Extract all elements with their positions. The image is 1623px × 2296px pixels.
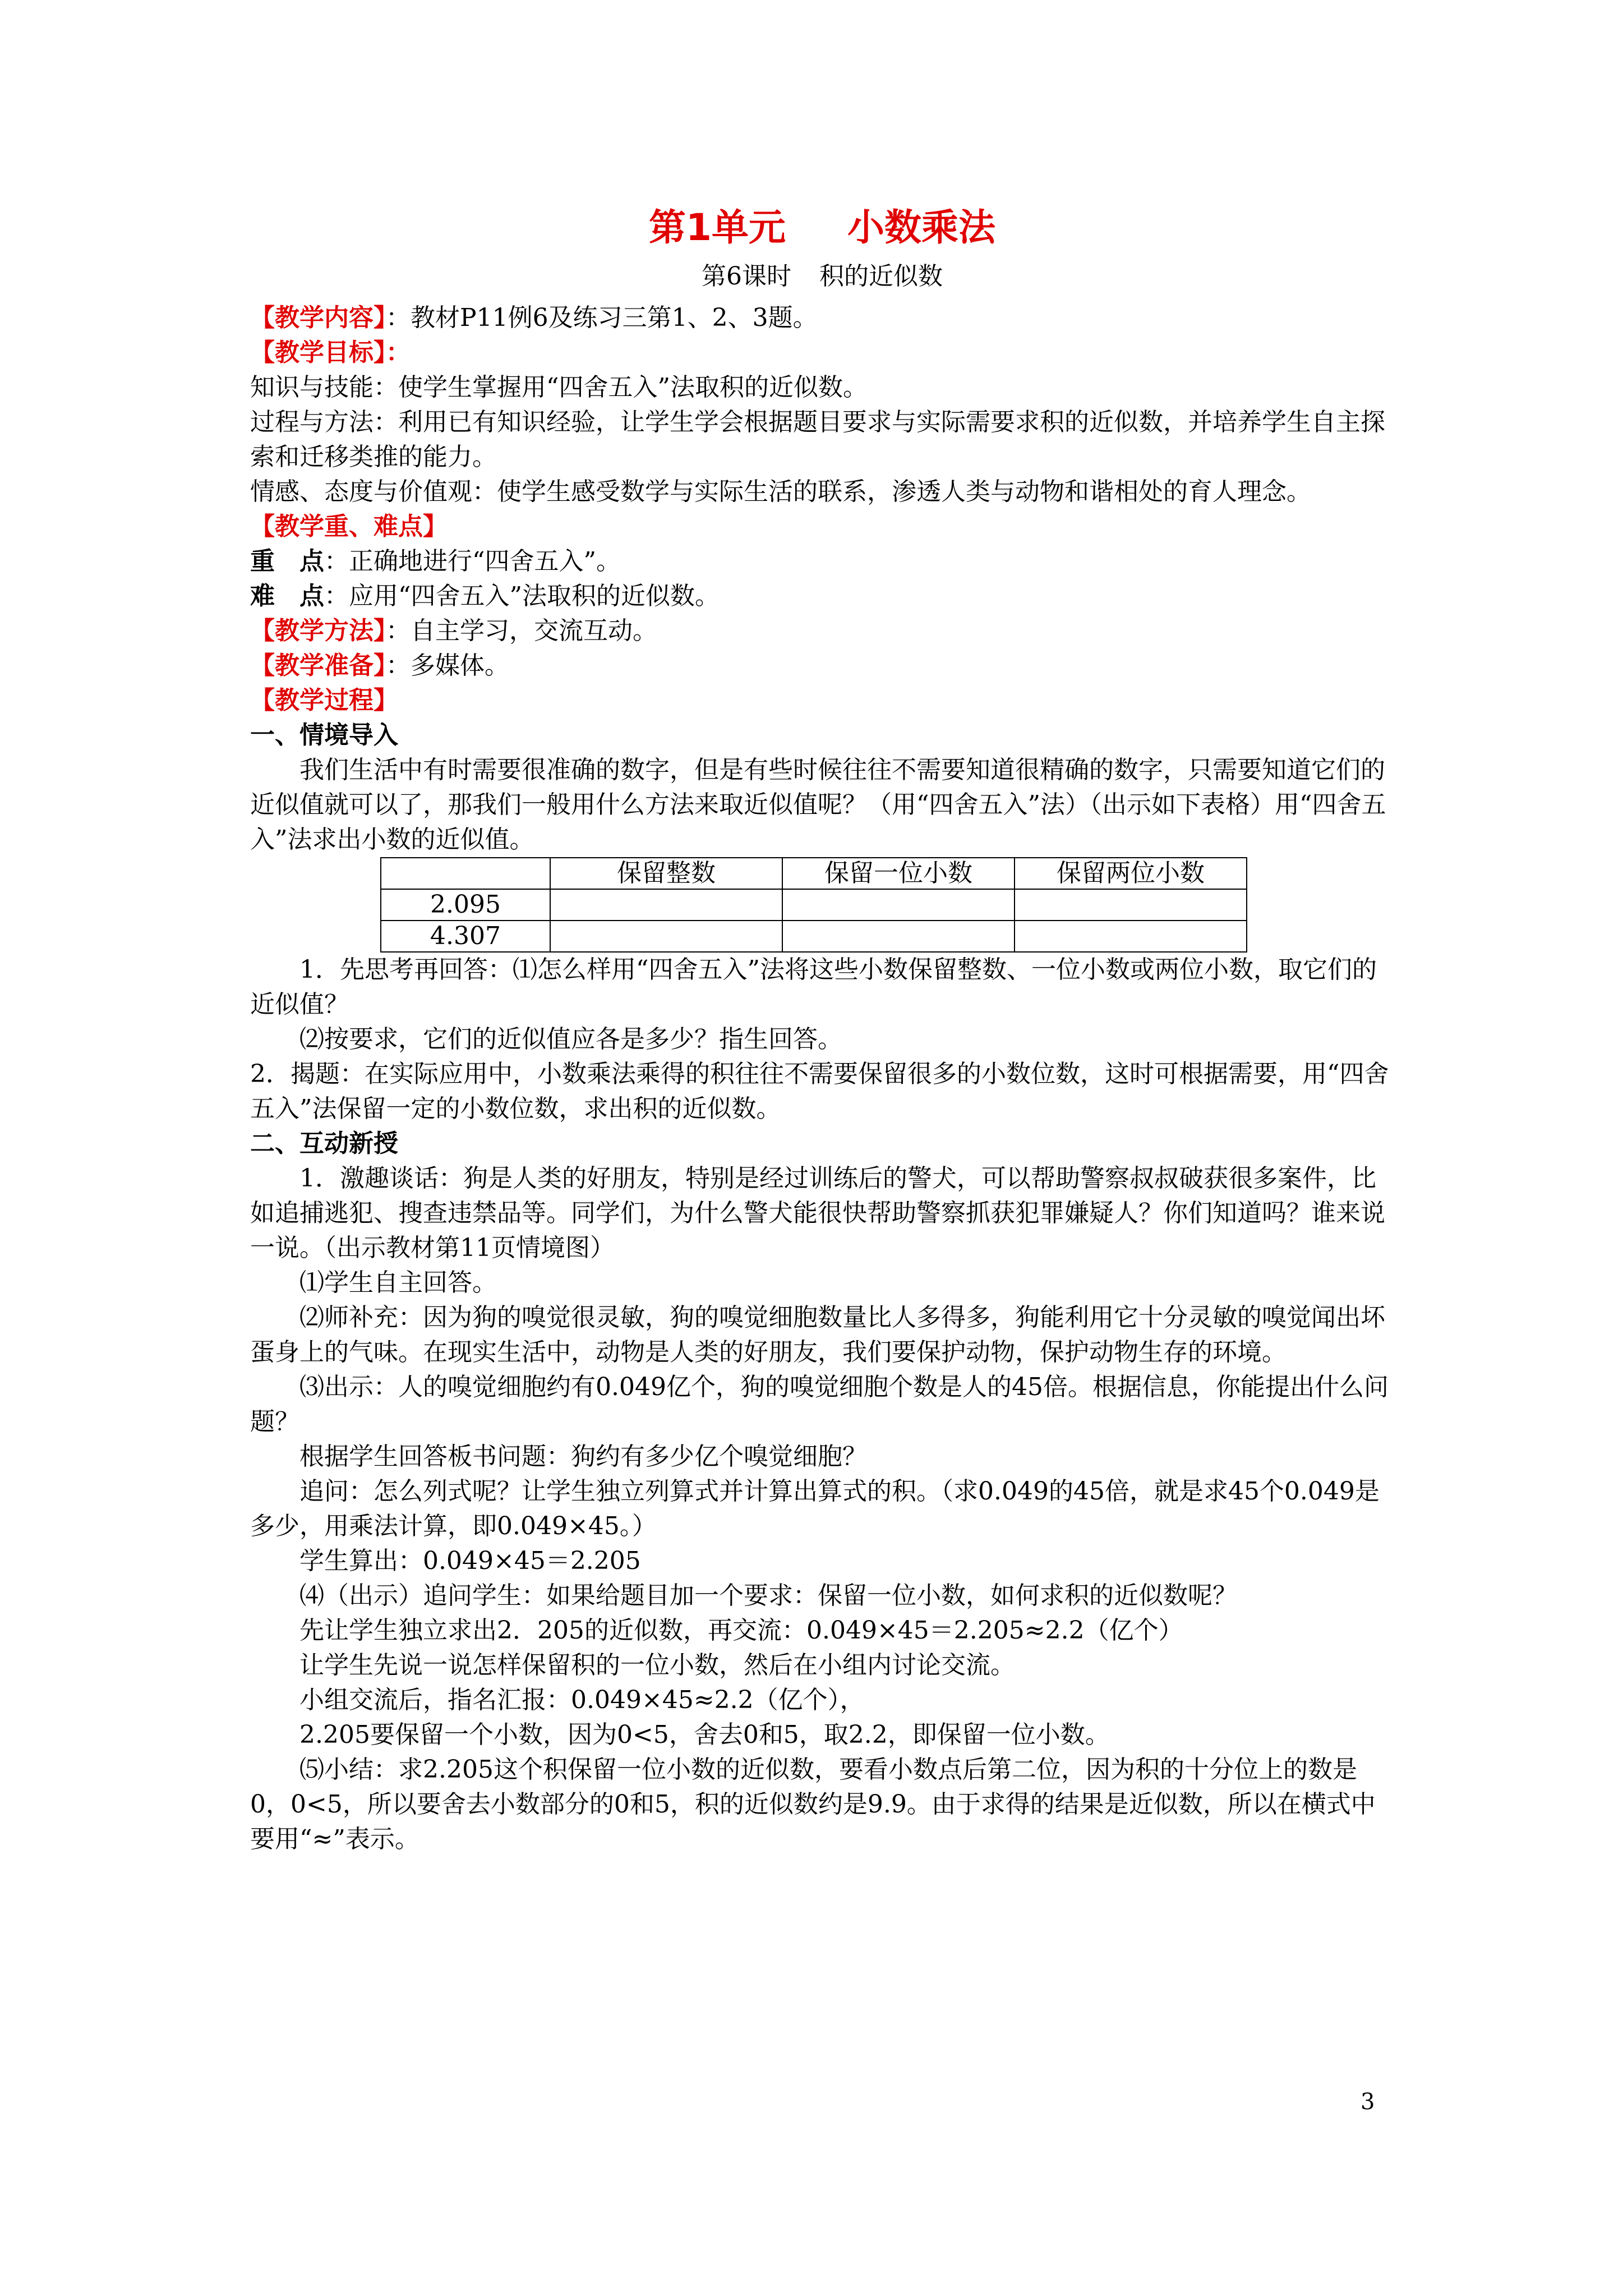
section2-paragraph: 让学生先说一说怎样保留积的一位小数，然后在小组内讨论交流。 (299, 1651, 1015, 1680)
table-cell (782, 889, 1015, 921)
section2-paragraph: ⑷（出示）追问学生：如果给题目加一个要求：保留一位小数，如何求积的近似数呢？ (299, 1581, 1237, 1610)
unit-number: 第1单元 (649, 206, 786, 249)
table-row (381, 921, 1247, 952)
unit-topic: 小数乘法 (847, 206, 995, 249)
section2-paragraph: 学生算出：0.049×45＝2.205 (299, 1547, 641, 1575)
section1-heading: 一、情境导入 (250, 721, 398, 749)
keypoints-heading (250, 509, 1394, 544)
section1-intro: 我们生活中有时需要很准确的数字，但是有些时候往往不需要知道很精确的数字，只需要知道它们的近似值就可以了，那我们一般用什么方法来取近似值呢？（用“四舍五入”法）（出示如下表格）用“四舍五入”法求出小数的近似值。 (250, 756, 1386, 854)
section2-heading: 二、互动新授 (250, 1129, 398, 1158)
teaching-content (250, 301, 1394, 335)
section2-paragraph: 追问：怎么列式呢？让学生独立列算式并计算出算式的积。（求0.049的45倍，就是求45个0.049是多少，用乘法计算，即0.049×45。） (250, 1477, 1380, 1540)
section2-paragraph: 先让学生独立求出2．205的近似数，再交流：0.049×45＝2.205≈2.2（亿个） (299, 1616, 1183, 1645)
teaching-goals-label-suffix: ： (386, 338, 411, 367)
table-header-empty (381, 858, 550, 889)
section2-paragraph: 2.205要保留一个小数，因为0<5，舍去0和5，取2.2，即保留一位小数。 (299, 1720, 1110, 1749)
section1-question-1: 1．先思考再回答：⑴怎么样用“四舍五入”法将这些小数保留整数、一位小数或两位小数，取它们的近似值？ (250, 955, 1377, 1019)
section2-paragraph: ⑴学生自主回答。 (299, 1268, 497, 1297)
section1-topic-reveal: 2．揭题：在实际应用中，小数乘法乘得的积往往不需要保留很多的小数位数，这时可根据需要，用“四舍五入”法保留一定的小数位数，求出积的近似数。 (250, 1060, 1389, 1123)
section2-paragraph: 1．激趣谈话：狗是人类的好朋友，特别是经过训练后的警犬，可以帮助警察叔叔破获很多案件，比如追捕逃犯、搜查违禁品等。同学们，为什么警犬能很快帮助警察抓获犯罪嫌疑人？你们知道吗？谁来说一说。（出示教材第11页情境图） (250, 1164, 1385, 1262)
lesson-plan-page (250, 202, 1394, 1857)
lesson-topic: 积的近似数 (819, 262, 943, 291)
table-cell (782, 921, 1015, 952)
table-cell (550, 889, 782, 921)
table-header-two-decimal: 保留两位小数 (1015, 858, 1247, 889)
table-row (381, 889, 1247, 921)
goal-process: 过程与方法：利用已有知识经验，让学生学会根据题目要求与实际需要求积的近似数，并培养学生自主探索和迁移类推的能力。 (250, 408, 1385, 471)
section2-paragraph: ⑸小结：求2.205这个积保留一位小数的近似数，要看小数点后第二位，因为积的十分位上的数是0，0<5，所以要舍去小数部分的0和5，积的近似数约是9.9。由于求得的结果是近似数，所以在横式中要用“≈”表示。 (250, 1755, 1376, 1853)
lesson-subtitle (250, 257, 1394, 296)
teaching-process-heading (250, 683, 1394, 718)
teaching-content-text: ：教材P11例6及练习三第1、2、3题。 (386, 303, 818, 332)
teaching-method-text: ：自主学习，交流互动。 (386, 616, 657, 645)
section2-paragraph: 根据学生回答板书问题：狗约有多少亿个嗅觉细胞？ (299, 1442, 867, 1471)
table-cell (550, 921, 782, 952)
table-cell (1015, 921, 1247, 952)
goal-emotion: 情感、态度与价值观：使学生感受数学与实际生活的联系，渗透人类与动物和谐相处的育人理念。 (250, 477, 1311, 506)
table-row-value: 2.095 (381, 889, 550, 921)
lesson-number: 第6课时 (702, 262, 791, 291)
hard-point-label: 难 点 (250, 582, 324, 610)
table-row-value: 4.307 (381, 921, 550, 952)
teaching-prep-label: 【教学准备】 (250, 651, 386, 680)
rounding-table (380, 857, 1247, 953)
teaching-process-label: 【教学过程】 (250, 686, 398, 715)
key-point (250, 544, 1394, 579)
table-header-integer: 保留整数 (550, 858, 782, 889)
teaching-goals-heading (250, 335, 1394, 370)
teaching-method-label: 【教学方法】 (250, 616, 386, 645)
table-cell (1015, 889, 1247, 921)
hard-point (250, 579, 1394, 614)
section1-question-2: ⑵按要求，它们的近似值应各是多少？指生回答。 (299, 1025, 842, 1053)
keypoints-label: 【教学重、难点】 (250, 512, 448, 541)
teaching-method (250, 614, 1394, 648)
section2-paragraph: 小组交流后，指名汇报：0.049×45≈2.2（亿个）， (299, 1686, 865, 1714)
table-header-row (381, 858, 1247, 889)
hard-point-text: ：应用“四舍五入”法取积的近似数。 (324, 582, 720, 610)
table-header-one-decimal: 保留一位小数 (782, 858, 1015, 889)
page-number: 3 (1361, 2089, 1375, 2115)
unit-title (250, 202, 1394, 254)
section2-paragraph: ⑶出示：人的嗅觉细胞约有0.049亿个，狗的嗅觉细胞个数是人的45倍。根据信息，你能提出什么问题？ (250, 1373, 1389, 1436)
teaching-goals-label: 【教学目标】 (250, 338, 386, 367)
teaching-prep (250, 648, 1394, 683)
teaching-content-label: 【教学内容】 (250, 303, 386, 332)
goal-knowledge: 知识与技能：使学生掌握用“四舍五入”法取积的近似数。 (250, 373, 868, 402)
key-point-text: ：正确地进行“四舍五入”。 (324, 547, 621, 576)
teaching-prep-text: ：多媒体。 (386, 651, 509, 680)
section2-paragraph: ⑵师补充：因为狗的嗅觉很灵敏，狗的嗅觉细胞数量比人多得多，狗能利用它十分灵敏的嗅觉闻出坏蛋身上的气味。在现实生活中，动物是人类的好朋友，我们要保护动物，保护动物生存的环境。 (250, 1303, 1385, 1366)
key-point-label: 重 点 (250, 547, 324, 576)
